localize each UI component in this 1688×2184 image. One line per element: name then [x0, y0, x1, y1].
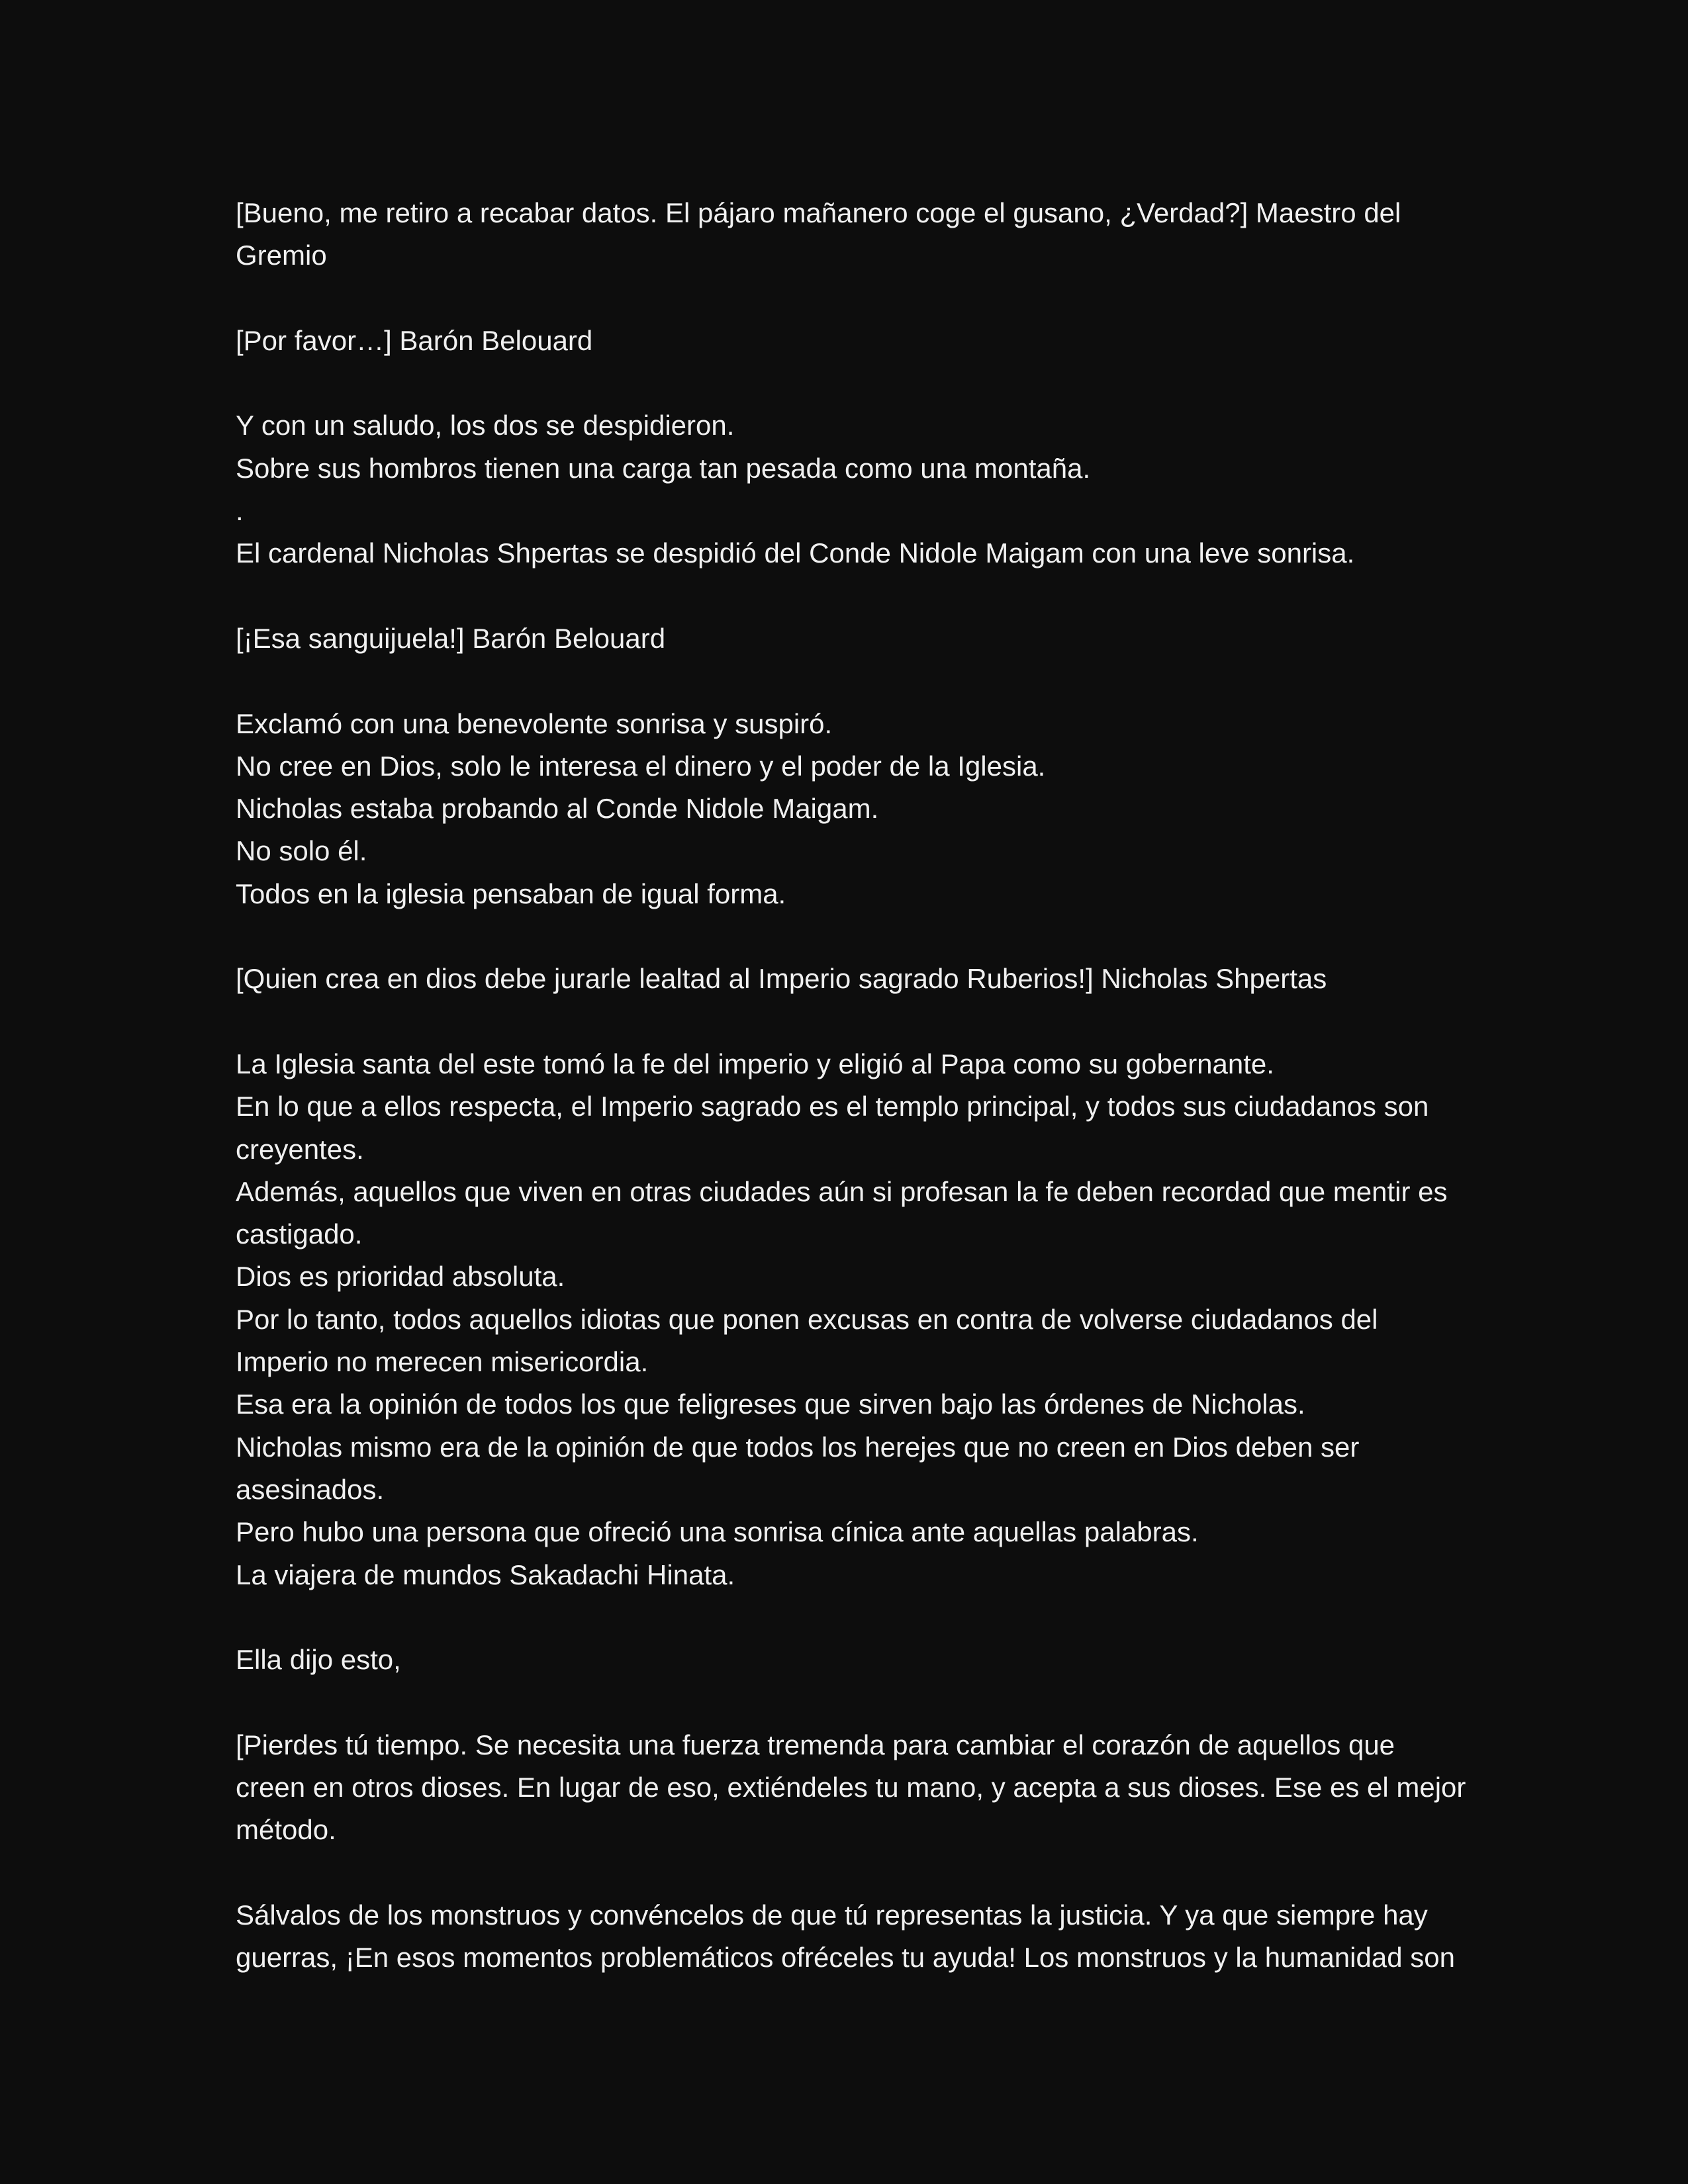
text-line: El cardenal Nicholas Shpertas se despidió del Conde Nidole Maigam con una leve sonrisa. — [236, 537, 1355, 569]
text-line: . — [236, 495, 244, 527]
blank-line — [236, 575, 1460, 617]
text-line: Y con un saludo, los dos se despidieron. — [236, 410, 735, 441]
blank-line — [236, 1596, 1460, 1639]
text-line: guerras, ¡En esos momentos problemáticos ofréceles tu ayuda! Los monstruos y la humanidad son — [236, 1942, 1455, 1974]
text-line: asesinados. — [236, 1473, 385, 1505]
text-line: No solo él. — [236, 835, 367, 867]
text-line: [Quien crea en dios debe jurarle lealtad al Imperio sagrado Ruberios!] Nicholas Shpertas — [236, 963, 1327, 995]
text-line: [Por favor…] Barón Belouard — [236, 324, 593, 356]
text-line: castigado. — [236, 1218, 363, 1250]
blank-line — [236, 1852, 1460, 1894]
text-line: [Pierdes tú tiempo. Se necesita una fuerza tremenda para cambiar el corazón de aquellos que — [236, 1729, 1395, 1760]
text-line: creen en otros dioses. En lugar de eso, extiéndeles tu mano, y acepta a sus dioses. Ese es el mejor — [236, 1771, 1466, 1803]
text-line: Nicholas mismo era de la opinión de que todos los herejes que no creen en Dios deben ser — [236, 1431, 1360, 1463]
blank-line — [236, 1681, 1460, 1723]
text-line: Además, aquellos que viven en otras ciudades aún si profesan la fe deben recordad que mentir es — [236, 1175, 1448, 1207]
document-page — [236, 192, 1466, 1979]
text-line: En lo que a ellos respecta, el Imperio sagrado es el templo principal, y todos sus ciudadanos son — [236, 1091, 1429, 1122]
text-line: Sobre sus hombros tienen una carga tan pesada como una montaña. — [236, 452, 1091, 484]
blank-line — [236, 362, 1460, 404]
blank-line — [236, 1001, 1460, 1043]
text-line: Ella dijo esto, — [236, 1644, 401, 1676]
text-line: No cree en Dios, solo le interesa el dinero y el poder de la Iglesia. — [236, 750, 1046, 782]
text-line: Pero hubo una persona que ofreció una sonrisa cínica ante aquellas palabras. — [236, 1516, 1199, 1548]
text-line: Esa era la opinión de todos los que feligreses que sirven bajo las órdenes de Nicholas. — [236, 1388, 1305, 1420]
text-line: Gremio — [236, 240, 327, 271]
text-line: Imperio no merecen misericordia. — [236, 1346, 649, 1378]
blank-line — [236, 277, 1460, 320]
blank-line — [236, 660, 1460, 702]
text-line: Por lo tanto, todos aquellos idiotas que ponen excusas en contra de volverse ciudadanos del — [236, 1303, 1378, 1335]
text-line: [Bueno, me retiro a recabar datos. El pájaro mañanero coge el gusano, ¿Verdad?] Maestro del — [236, 197, 1401, 228]
text-line: Nicholas estaba probando al Conde Nidole Maigam. — [236, 793, 879, 825]
text-line: [¡Esa sanguijuela!] Barón Belouard — [236, 622, 666, 654]
blank-line — [236, 915, 1460, 958]
text-line: La Iglesia santa del este tomó la fe del imperio y eligió al Papa como su gobernante. — [236, 1048, 1274, 1079]
text-line: Dios es prioridad absoluta. — [236, 1261, 565, 1293]
text-line: La viajera de mundos Sakadachi Hinata. — [236, 1559, 735, 1590]
text-line: método. — [236, 1814, 336, 1846]
text-line: Todos en la iglesia pensaban de igual forma. — [236, 878, 786, 909]
text-line: creyentes. — [236, 1133, 364, 1165]
text-line: Sálvalos de los monstruos y convéncelos de que tú representas la justicia. Y ya que siempre hay — [236, 1899, 1428, 1931]
text-line: Exclamó con una benevolente sonrisa y suspiró. — [236, 707, 833, 739]
